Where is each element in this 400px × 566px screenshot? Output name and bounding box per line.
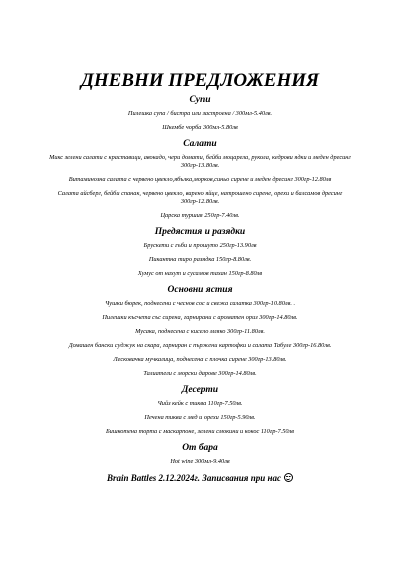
menu-item: Пилешка супа / бистра или застроена / 300мл-5.40лв. [127, 110, 273, 117]
menu-item: Пилешки късчета със сирена, гарнирани с ароматен ориз 300гр-14.80лв. [102, 314, 298, 321]
menu-item: Пикантна тиро разядка 150гр-8.80лв. [148, 256, 252, 263]
event-announcement [40, 472, 360, 484]
smiley-icon [284, 473, 293, 482]
menu-item: Лесковачка мучкалица, поднесена с плочка сирене 300гр-13.80лв. [113, 356, 287, 363]
event-announcement-text: Brain Battles 2.12.2024г. Записвания при нас [107, 473, 281, 483]
menu-item: Чушки бюрек, поднесени с чеснов сос и свежа салатка 300гр-10.80лв. . [104, 300, 296, 307]
menu-item: Шкембе чорба 300мл-5.80лв [162, 124, 238, 131]
menu-content [40, 70, 360, 484]
menu-item: Витаминозна салата с червено цвекло,ябълка,морков,синьо сирене и меден дресинг 300гр-12.80лв [68, 176, 332, 183]
menu-item: Брускети с гъби и прошуто 250гр-13.90лв [143, 242, 257, 249]
section-title-bar: От бара [182, 443, 218, 453]
menu-item: Микс зелени салати с краставици, авокадо, чери домати, бейби моцарела, рукола, кедрови ядки и меден дресинг 300гр-13.80лв. [49, 154, 351, 169]
menu-item: Мусака, поднесена с кисело мляко 300гр-11.80лв. [135, 328, 265, 335]
section-title-soups: Супи [189, 95, 211, 105]
menu-item: Бишкотена торта с маскарпоне, зелени смокини и кокос 110гр-7.50лв [105, 428, 295, 435]
section-title-desserts: Десерти [181, 385, 219, 395]
page-title: ДНЕВНИ ПРЕДЛОЖЕНИЯ [80, 70, 320, 91]
section-title-mains: Основни ястия [167, 285, 233, 295]
menu-item: Салата айсберг, бейби спанак, червено цвекло, варено яйце, натрошено сирене, орехи и балсамов дресинг 300гр-12.80лв. [57, 190, 343, 205]
menu-item: Талиатели с морски дарове 300гр-14.80лв. [143, 370, 257, 377]
menu-item: Хумус от нахут и сусамов тахан 150гр-8.80лв [137, 270, 263, 277]
menu-item: Hot wine 300мл-9.40лв [170, 458, 230, 465]
section-title-salads: Салати [183, 139, 217, 149]
menu-item: Печена тиква с мед и орехи 150гр-5.90лв. [144, 414, 256, 421]
section-title-starters: Предястия и разядки [154, 227, 246, 237]
menu-item: Домашен бански суджук на скара, гарниран с пържени картофки и салата Табуле 300гр-16.80лв. [68, 342, 332, 349]
menu-item: Царска туршия 250гр-7.40лв. [160, 212, 240, 219]
menu-item: Чийз кейк с тиква 110гр-7.50лв. [157, 400, 243, 407]
